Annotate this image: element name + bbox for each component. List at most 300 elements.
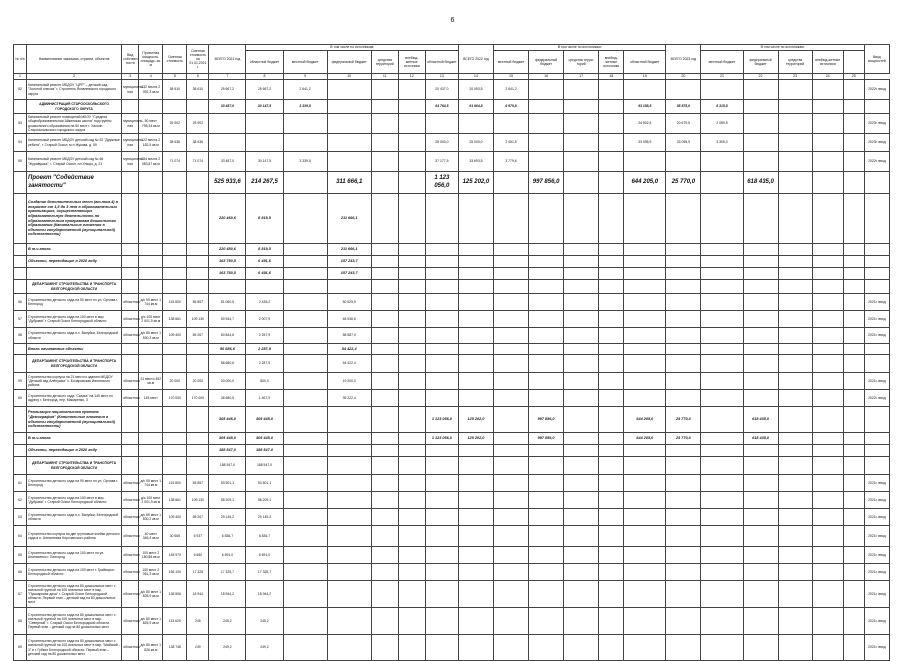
table-cell bbox=[371, 564, 398, 581]
table-cell: д/с 80 мест 1 828,9 кв.м bbox=[139, 581, 163, 608]
table-cell bbox=[843, 268, 864, 280]
table-cell: 1 123 056,0 bbox=[425, 172, 458, 194]
table-cell bbox=[812, 475, 843, 492]
table-cell: 33 095,9 bbox=[624, 134, 666, 152]
table-cell bbox=[187, 344, 209, 355]
row-name: Строительство детского сада на 90 мест по ул. Орлова г. Белгород bbox=[27, 475, 122, 492]
table-cell: областная bbox=[122, 294, 139, 311]
table-cell bbox=[139, 268, 163, 280]
table-cell bbox=[371, 114, 398, 134]
table-cell bbox=[624, 152, 666, 172]
table-cell bbox=[283, 635, 327, 661]
table-cell bbox=[599, 526, 624, 547]
table-cell bbox=[666, 635, 701, 661]
table-cell bbox=[425, 328, 458, 344]
table-cell bbox=[599, 475, 624, 492]
table-cell bbox=[701, 390, 743, 407]
table-cell bbox=[283, 114, 327, 134]
table-cell bbox=[864, 280, 889, 294]
row-name: Реализация национального проекта "Демография" (Капитальные вложения в объекты государственной (муниципальной) собственности) bbox=[27, 407, 122, 433]
table-cell bbox=[122, 194, 139, 244]
table-cell bbox=[398, 100, 425, 114]
table-cell bbox=[666, 475, 701, 492]
row-number: 66 bbox=[14, 564, 27, 581]
table-cell: 53 501,1 bbox=[209, 475, 246, 492]
table-cell: 2022г. ввод bbox=[864, 152, 889, 172]
table-cell bbox=[246, 114, 283, 134]
table-cell bbox=[812, 526, 843, 547]
table-cell: 644 205,0 bbox=[624, 172, 666, 194]
table-cell bbox=[398, 373, 425, 390]
table-cell: 245,2 bbox=[209, 608, 246, 635]
table-cell bbox=[843, 509, 864, 526]
table-cell: 2 287,9 bbox=[246, 344, 283, 355]
table-row bbox=[14, 581, 890, 608]
table-cell bbox=[493, 344, 528, 355]
table-cell bbox=[701, 445, 743, 457]
table-cell bbox=[122, 280, 139, 294]
table-cell: 24 902,5 bbox=[624, 114, 666, 134]
table-cell bbox=[398, 256, 425, 268]
row-number bbox=[14, 256, 27, 268]
col-2023-local: местный бюджет bbox=[701, 51, 743, 74]
table-cell: д/с 80 мест 1 826 кв.м bbox=[139, 635, 163, 661]
table-cell bbox=[425, 635, 458, 661]
table-cell bbox=[701, 280, 743, 294]
table-cell: 17 325,7 bbox=[246, 564, 283, 581]
table-cell bbox=[163, 280, 187, 294]
column-index-cell: 1 bbox=[14, 74, 27, 80]
table-cell bbox=[812, 152, 843, 172]
table-cell bbox=[458, 268, 493, 280]
table-cell bbox=[743, 152, 778, 172]
table-cell: 8 819,5 bbox=[246, 194, 283, 244]
column-index-cell: 23 bbox=[778, 74, 812, 80]
table-cell bbox=[283, 244, 327, 256]
table-cell bbox=[163, 244, 187, 256]
table-cell bbox=[327, 134, 371, 152]
table-row bbox=[14, 635, 890, 661]
row-number: 53 bbox=[14, 114, 27, 134]
table-row bbox=[14, 547, 890, 564]
table-cell bbox=[139, 344, 163, 355]
table-cell: 2022г. ввод bbox=[864, 390, 889, 407]
col-2023-regional: областной бюджет bbox=[624, 51, 666, 74]
department-row bbox=[14, 100, 890, 114]
table-cell bbox=[812, 280, 843, 294]
table-cell bbox=[624, 526, 666, 547]
table-cell bbox=[624, 280, 666, 294]
table-cell bbox=[599, 114, 624, 134]
table-cell bbox=[778, 244, 812, 256]
table-cell bbox=[666, 244, 701, 256]
table-cell bbox=[812, 355, 843, 373]
table-cell bbox=[139, 244, 163, 256]
table-cell bbox=[458, 457, 493, 475]
table-cell: 64 764,5 bbox=[425, 100, 458, 114]
table-cell bbox=[371, 244, 398, 256]
table-cell bbox=[701, 355, 743, 373]
table-cell bbox=[812, 547, 843, 564]
table-cell: областная bbox=[122, 311, 139, 328]
table-cell bbox=[701, 608, 743, 635]
table-cell bbox=[743, 328, 778, 344]
table-cell bbox=[599, 294, 624, 311]
table-cell bbox=[493, 509, 528, 526]
table-cell bbox=[778, 100, 812, 114]
row-name: В т.ч.вновь bbox=[27, 433, 122, 445]
table-cell: 2021г. ввод bbox=[864, 294, 889, 311]
row-name: Объекты, переходящие в 2020 году bbox=[27, 445, 122, 457]
table-cell: 100 мест 2 180,88 кв.м bbox=[139, 547, 163, 564]
row-number bbox=[14, 457, 27, 475]
subtotal-row bbox=[14, 172, 890, 194]
table-cell bbox=[493, 492, 528, 509]
table-cell bbox=[666, 194, 701, 244]
table-cell bbox=[778, 114, 812, 134]
table-cell bbox=[122, 100, 139, 114]
table-cell: 644 205,0 bbox=[624, 407, 666, 433]
table-cell: 56 680,6 bbox=[209, 355, 246, 373]
table-cell: 3 339,5 bbox=[283, 152, 327, 172]
col-remaining-cost: Сметная стоимость на 01.01.2021 г. bbox=[187, 45, 209, 74]
table-cell bbox=[624, 80, 666, 100]
col-number: № п/п bbox=[14, 45, 27, 74]
table-cell bbox=[743, 355, 778, 373]
table-cell: 145 970 bbox=[163, 547, 187, 564]
table-cell bbox=[371, 433, 398, 445]
table-cell: 3 339,5 bbox=[283, 100, 327, 114]
table-cell: 305 448,0 bbox=[246, 407, 283, 433]
row-name: ДЕПАРТАМЕНТ СТРОИТЕЛЬСТВА И ТРАНСПОРТА БЕЛГОРОДСКОЙ ОБЛАСТИ bbox=[27, 280, 122, 294]
table-cell bbox=[398, 608, 425, 635]
table-cell bbox=[139, 172, 163, 194]
table-cell bbox=[778, 268, 812, 280]
table-cell bbox=[843, 373, 864, 390]
table-cell: д/с 89 мест 1 530,2 кв.м bbox=[139, 328, 163, 344]
table-cell bbox=[812, 244, 843, 256]
table-cell bbox=[458, 509, 493, 526]
table-cell bbox=[843, 390, 864, 407]
subtotal-row bbox=[14, 194, 890, 244]
table-cell bbox=[327, 547, 371, 564]
table-cell bbox=[139, 355, 163, 373]
table-cell bbox=[624, 294, 666, 311]
column-index-cell: 2 bbox=[27, 74, 122, 80]
row-name bbox=[27, 268, 122, 280]
table-cell bbox=[398, 445, 425, 457]
row-number: 69 bbox=[14, 635, 27, 661]
table-cell bbox=[425, 268, 458, 280]
table-cell: 163 750,5 bbox=[209, 268, 246, 280]
table-cell bbox=[398, 134, 425, 152]
table-cell bbox=[843, 244, 864, 256]
table-cell: 1 467,9 bbox=[246, 390, 283, 407]
table-cell: 245,2 bbox=[246, 608, 283, 635]
table-cell bbox=[493, 244, 528, 256]
table-cell bbox=[398, 492, 425, 509]
table-cell bbox=[187, 100, 209, 114]
column-index-cell: 5 bbox=[163, 74, 187, 80]
table-cell bbox=[398, 457, 425, 475]
table-cell bbox=[843, 526, 864, 547]
table-cell bbox=[209, 280, 246, 294]
table-cell bbox=[398, 328, 425, 344]
subtotal-row bbox=[14, 268, 890, 280]
table-cell bbox=[493, 564, 528, 581]
table-cell bbox=[864, 445, 889, 457]
table-cell: 2021г. ввод bbox=[864, 547, 889, 564]
table-cell: 25 770,0 bbox=[666, 433, 701, 445]
row-number bbox=[14, 344, 27, 355]
table-cell bbox=[163, 100, 187, 114]
table-cell bbox=[812, 256, 843, 268]
table-cell bbox=[371, 280, 398, 294]
subtotal-row bbox=[14, 407, 890, 433]
table-cell bbox=[701, 328, 743, 344]
table-cell: 58 587,0 bbox=[327, 328, 371, 344]
table-cell: 25 770,0 bbox=[666, 407, 701, 433]
table-cell bbox=[599, 311, 624, 328]
table-cell bbox=[398, 635, 425, 661]
table-cell: 125 202,0 bbox=[458, 407, 493, 433]
table-cell bbox=[864, 457, 889, 475]
table-cell bbox=[458, 581, 493, 608]
table-cell bbox=[778, 344, 812, 355]
table-cell: 618 435,0 bbox=[743, 172, 778, 194]
table-cell bbox=[398, 80, 425, 100]
table-cell: 618 435,0 bbox=[743, 407, 778, 433]
table-cell bbox=[425, 475, 458, 492]
table-cell: 50 625,9 bbox=[327, 294, 371, 311]
table-cell bbox=[812, 373, 843, 390]
table-cell bbox=[624, 355, 666, 373]
table-cell bbox=[624, 509, 666, 526]
table-cell bbox=[139, 433, 163, 445]
table-cell bbox=[743, 390, 778, 407]
table-cell bbox=[493, 373, 528, 390]
subtotal-row bbox=[14, 445, 890, 457]
table-cell bbox=[529, 564, 564, 581]
table-cell bbox=[624, 581, 666, 608]
table-cell bbox=[398, 581, 425, 608]
row-number bbox=[14, 280, 27, 294]
table-cell bbox=[701, 244, 743, 256]
row-name: ДЕПАРТАМЕНТ СТРОИТЕЛЬСТВА И ТРАНСПОРТА БЕЛГОРОДСКОЙ ОБЛАСТИ bbox=[27, 457, 122, 475]
table-row bbox=[14, 509, 890, 526]
table-cell bbox=[122, 433, 139, 445]
table-cell: областная bbox=[122, 492, 139, 509]
table-cell: 125 202,0 bbox=[458, 433, 493, 445]
col-2023-territories: средства территорий bbox=[778, 51, 812, 74]
table-cell: 6 836,7 bbox=[246, 526, 283, 547]
table-cell bbox=[371, 268, 398, 280]
table-cell bbox=[493, 256, 528, 268]
table-cell bbox=[458, 328, 493, 344]
table-cell bbox=[425, 509, 458, 526]
table-cell bbox=[398, 114, 425, 134]
table-cell bbox=[425, 244, 458, 256]
table-cell bbox=[843, 280, 864, 294]
table-cell bbox=[843, 134, 864, 152]
column-index-cell: 24 bbox=[812, 74, 843, 80]
table-cell bbox=[283, 445, 327, 457]
table-cell bbox=[666, 328, 701, 344]
table-cell: 33 487,0 bbox=[209, 152, 246, 172]
table-cell bbox=[743, 80, 778, 100]
row-number: 60 bbox=[14, 390, 27, 407]
table-cell bbox=[812, 100, 843, 114]
table-cell bbox=[812, 344, 843, 355]
table-cell bbox=[458, 244, 493, 256]
table-cell bbox=[283, 172, 327, 194]
table-cell: 33 693,5 bbox=[458, 152, 493, 172]
table-cell bbox=[666, 311, 701, 328]
column-index-cell: 18 bbox=[599, 74, 624, 80]
table-cell bbox=[283, 608, 327, 635]
table-cell bbox=[564, 328, 599, 344]
table-cell: 38 636 bbox=[187, 134, 209, 152]
table-cell bbox=[139, 445, 163, 457]
table-cell bbox=[425, 311, 458, 328]
table-cell bbox=[812, 172, 843, 194]
group-sources-2022: В том числе по источникам: bbox=[493, 45, 665, 51]
table-cell bbox=[458, 445, 493, 457]
row-name: Строительство детского сада на 80 дошкольных мест с ясельной группой на 100 ясельных мест в мкр. "Майский - 3" в г. Губкин Белгородской области. Первый этап – детский сад на 80 дошкольных мест bbox=[27, 635, 122, 661]
table-cell: 2 257,9 bbox=[246, 328, 283, 344]
col-2021-federal: федеральный бюджет bbox=[327, 51, 371, 74]
table-cell bbox=[564, 294, 599, 311]
table-cell bbox=[398, 564, 425, 581]
table-cell bbox=[666, 294, 701, 311]
column-index-cell: 22 bbox=[743, 74, 778, 80]
col-2023-federal: федеральный бюджет bbox=[743, 51, 778, 74]
table-cell bbox=[425, 280, 458, 294]
table-cell: 2021г. ввод bbox=[864, 509, 889, 526]
table-row bbox=[14, 390, 890, 407]
table-cell: 2021г. ввод bbox=[864, 635, 889, 661]
table-cell: 35 222,4 bbox=[327, 390, 371, 407]
table-cell bbox=[398, 294, 425, 311]
table-cell bbox=[812, 268, 843, 280]
table-cell bbox=[327, 564, 371, 581]
table-cell bbox=[371, 328, 398, 344]
table-cell bbox=[529, 373, 564, 390]
table-cell: 2 451,5 bbox=[493, 134, 528, 152]
column-index-cell: 15 bbox=[493, 74, 528, 80]
table-cell: 8 819,5 bbox=[246, 244, 283, 256]
table-cell bbox=[529, 268, 564, 280]
table-cell bbox=[398, 194, 425, 244]
table-cell: 109 130 bbox=[187, 311, 209, 328]
table-cell: 125 202,0 bbox=[458, 172, 493, 194]
column-index-cell: 17 bbox=[564, 74, 599, 80]
column-index-cell: 25 bbox=[843, 74, 864, 80]
table-cell bbox=[599, 152, 624, 172]
table-cell: 50 мест 795,34 кв.м bbox=[139, 114, 163, 134]
table-cell: 18 944,2 bbox=[209, 581, 246, 608]
table-cell: 249,2 bbox=[246, 635, 283, 661]
table-cell bbox=[666, 509, 701, 526]
table-cell bbox=[701, 268, 743, 280]
table-cell bbox=[564, 445, 599, 457]
table-cell bbox=[624, 256, 666, 268]
table-cell bbox=[493, 457, 528, 475]
table-cell bbox=[864, 244, 889, 256]
table-cell: 2021г. ввод bbox=[864, 564, 889, 581]
table-cell: 54 422,4 bbox=[327, 355, 371, 373]
table-cell bbox=[493, 526, 528, 547]
table-cell bbox=[493, 581, 528, 608]
row-number: 68 bbox=[14, 608, 27, 635]
table-cell bbox=[864, 355, 889, 373]
table-cell bbox=[425, 390, 458, 407]
table-cell: 6 491,6 bbox=[246, 256, 283, 268]
table-cell: 997 856,0 bbox=[529, 407, 564, 433]
table-cell bbox=[283, 311, 327, 328]
table-cell bbox=[778, 390, 812, 407]
table-cell: областная bbox=[122, 390, 139, 407]
table-cell bbox=[599, 509, 624, 526]
table-cell bbox=[493, 172, 528, 194]
table-cell bbox=[843, 311, 864, 328]
table-cell bbox=[599, 635, 624, 661]
table-cell: 1 123 056,0 bbox=[425, 407, 458, 433]
table-cell bbox=[425, 194, 458, 244]
table-cell bbox=[778, 373, 812, 390]
table-cell: 38 610 bbox=[163, 80, 187, 100]
table-cell bbox=[246, 134, 283, 152]
table-cell bbox=[624, 390, 666, 407]
table-cell: 157 243,7 bbox=[327, 268, 371, 280]
table-cell bbox=[599, 373, 624, 390]
table-cell bbox=[283, 373, 327, 390]
table-cell bbox=[371, 294, 398, 311]
table-cell: 25 667,2 bbox=[246, 80, 283, 100]
investment-objects-table bbox=[13, 44, 890, 661]
table-cell bbox=[743, 134, 778, 152]
row-name: Строительство детского сада п.с. Валуйки, Белгородской области bbox=[27, 328, 122, 344]
table-cell bbox=[599, 100, 624, 114]
table-cell bbox=[743, 244, 778, 256]
table-cell: 71 074 bbox=[187, 152, 209, 172]
table-row bbox=[14, 80, 890, 100]
table-cell bbox=[701, 152, 743, 172]
table-cell bbox=[743, 564, 778, 581]
row-name: Строительство детского сада на 100 мест в мкр. "Дубрава" г. Старый Оскол Белгородской области bbox=[27, 492, 122, 509]
table-cell bbox=[493, 407, 528, 433]
table-cell bbox=[371, 509, 398, 526]
table-cell: 25 902 bbox=[163, 114, 187, 134]
table-cell: 25 000,0 bbox=[458, 134, 493, 152]
page-number: 6 bbox=[450, 17, 455, 24]
table-cell bbox=[458, 355, 493, 373]
table-cell: 55 857 bbox=[187, 294, 209, 311]
table-cell bbox=[843, 608, 864, 635]
table-cell bbox=[564, 268, 599, 280]
table-cell bbox=[327, 80, 371, 100]
table-cell: 145 мест bbox=[139, 390, 163, 407]
table-cell: 156 100 bbox=[163, 564, 187, 581]
table-cell bbox=[209, 114, 246, 134]
table-cell bbox=[812, 294, 843, 311]
table-cell bbox=[743, 256, 778, 268]
table-cell bbox=[529, 114, 564, 134]
table-cell bbox=[743, 509, 778, 526]
table-cell bbox=[398, 172, 425, 194]
table-cell bbox=[327, 433, 371, 445]
table-cell bbox=[599, 328, 624, 344]
